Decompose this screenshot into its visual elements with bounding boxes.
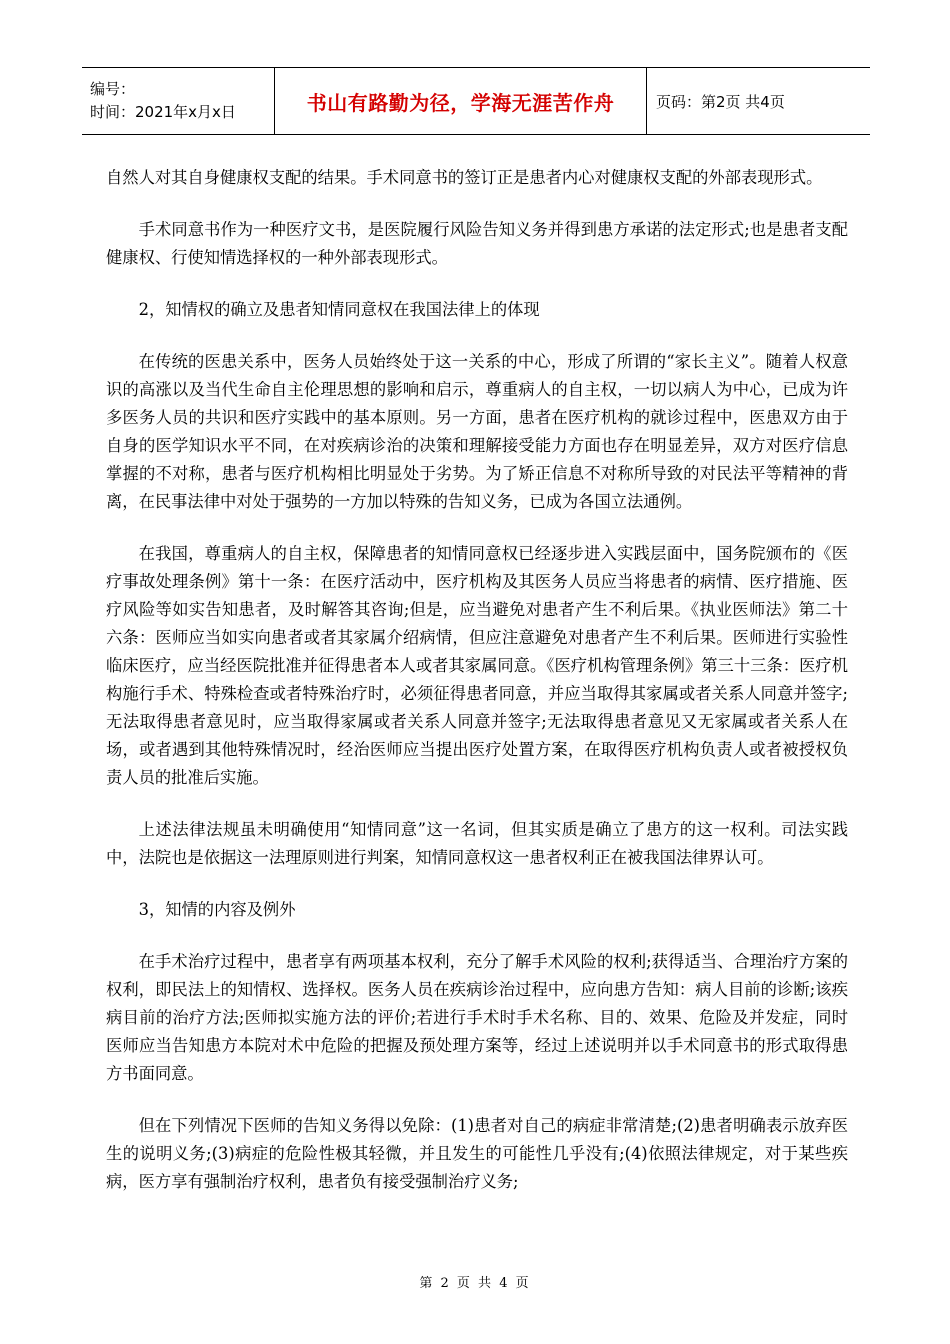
paragraph: 自然人对其自身健康权支配的结果。手术同意书的签订正是患者内心对健康权支配的外部表现形式。 [106,168,823,187]
document-body [106,164,848,1220]
header-motto-cell [275,68,647,134]
section-heading: 2，知情权的确立及患者知情同意权在我国法律上的体现 [138,300,540,319]
document-number-label: 编号： [90,80,136,98]
paragraph: 手术同意书作为一种医疗文书，是医院履行风险告知义务并得到患方承诺的法定形式;也是患者支配健康权、行使知情选择权的一种外部表现形式。 [106,220,848,267]
paragraph: 在我国，尊重病人的自主权，保障患者的知情同意权已经逐步进入实践层面中，国务院颁布的《医疗事故处理条例》第十一条：在医疗活动中，医疗机构及其医务人员应当将患者的病情、医疗措施、医疗风险等如实告知患者，及时解答其咨询;但是，应当避免对患者产生不利后果。《执业医师法》第二十六条：医师应当如实向患者或者其家属介绍病情，但应注意避免对患者产生不利后果。医师进行实验性临床医疗，应当经医院批准并征得患者本人或者其家属同意。《医疗机构管理条例》第三十三条：医疗机构施行手术、特殊检查或者特殊治疗时，必须征得患者同意，并应当取得其家属或者关系人同意并签字;无法取得患者意见时，应当取得家属或者关系人同意并签字;无法取得患者意见又无家属或者关系人在场，或者遇到其他特殊情况时，经治医师应当提出医疗处置方案，在取得医疗机构负责人或者被授权负责人员的批准后实施。 [106,544,848,787]
section-heading: 3，知情的内容及例外 [138,900,296,919]
paragraph: 在手术治疗过程中，患者享有两项基本权利，充分了解手术风险的权利;获得适当、合理治疗方案的权利，即民法上的知情权、选择权。医务人员在疾病诊治过程中，应向患方告知：病人目前的诊断;该疾病目前的治疗方法;医师拟实施方法的评价;若进行手术时手术名称、目的、效果、危险及并发症，同时医师应当告知患方本院对术中危险的把握及预处理方案等，经过上述说明并以手术同意书的形式取得患方书面同意。 [106,952,848,1083]
header-meta-cell [82,68,275,134]
document-date-label: 时间：2021年x月x日 [90,103,236,121]
header-page-info: 页码：第2页 共4页 [656,92,785,111]
paragraph: 上述法律法规虽未明确使用“知情同意”这一名词，但其实质是确立了患方的这一权利。司法实践中，法院也是依据这一法理原则进行判案，知情同意权这一患者权利正在被我国法律界认可。 [106,820,848,867]
paragraph: 在传统的医患关系中，医务人员始终处于这一关系的中心，形成了所谓的“家长主义”。随着人权意识的高涨以及当代生命自主伦理思想的影响和启示，尊重病人的自主权，一切以病人为中心，已成为许多医务人员的共识和医疗实践中的基本原则。另一方面，患者在医疗机构的就诊过程中，医患双方由于自身的医学知识水平不同，在对疾病诊治的决策和理解接受能力方面也存在明显差异，双方对医疗信息掌握的不对称，患者与医疗机构相比明显处于劣势。为了矫正信息不对称所导致的对民法平等精神的背离，在民事法律中对处于强势的一方加以特殊的告知义务，已成为各国立法通例。 [106,352,848,511]
page-footer: 第 2 页 共 4 页 [419,1276,531,1291]
paragraph: 但在下列情况下医师的告知义务得以免除：(1)患者对自己的病症非常清楚;(2)患者明确表示放弃医生的说明义务;(3)病症的危险性极其轻微，并且发生的可能性几乎没有;(4)依照法律规定，对于某些疾病，医方享有强制治疗权利，患者负有接受强制治疗义务; [106,1116,848,1191]
header-page-cell [647,68,870,134]
page-header [82,67,870,135]
header-motto: 书山有路勤为径，学海无涯苦作舟 [306,90,615,115]
